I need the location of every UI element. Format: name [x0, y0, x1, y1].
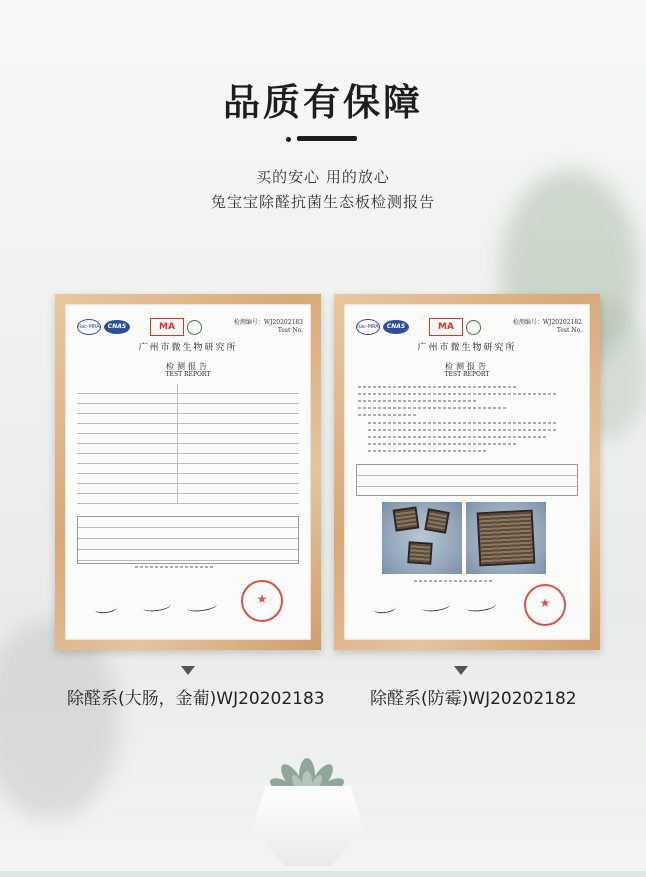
sample-photo-large-piece — [466, 502, 546, 574]
logo-caption — [412, 320, 426, 334]
logo-caption — [133, 320, 147, 334]
report-field-row — [77, 494, 299, 504]
test-report-document — [344, 304, 590, 640]
report-field-row — [77, 384, 299, 394]
table-row — [357, 476, 577, 487]
report-text-line — [358, 386, 518, 388]
report-field-row — [77, 404, 299, 414]
stamp-star: ★ — [256, 592, 268, 606]
ilac-mra-logo: ilac-MRA — [356, 319, 380, 335]
board-sample — [393, 506, 420, 531]
ilac-mra-logo: ilac-MRA — [77, 319, 101, 335]
report-field-row — [77, 444, 299, 454]
signature — [422, 600, 451, 613]
cnas-logo: CNAS — [104, 320, 130, 334]
results-table — [77, 516, 299, 564]
cma-logo: MA — [150, 318, 184, 336]
certificate-frame-left — [55, 294, 321, 650]
report-field-row — [77, 474, 299, 484]
table-row — [78, 539, 298, 550]
table-row — [357, 465, 577, 476]
report-text-line — [358, 407, 508, 409]
subtitle-slogan: 买的安心 用的放心 — [256, 168, 390, 186]
report-number-label: 检测编号：WJ20202182 — [512, 319, 582, 326]
table-row — [78, 550, 298, 561]
seal-logo — [187, 320, 202, 335]
signature — [373, 603, 396, 615]
report-field-row — [77, 484, 299, 494]
bottom-strip — [0, 871, 646, 877]
seal-logo — [466, 320, 481, 335]
board-sample — [477, 510, 536, 567]
title-underline — [297, 136, 357, 141]
report-text-line — [368, 422, 558, 424]
institute-name: 广州市微生物研究所 — [138, 343, 238, 353]
official-stamp — [524, 584, 566, 626]
board-sample — [407, 541, 432, 565]
caption-right: 除醛系(防霉)WJ20202182 — [370, 689, 577, 709]
signature — [466, 600, 497, 613]
title-dot — [286, 137, 291, 142]
report-text-line — [368, 443, 518, 445]
table-row — [78, 528, 298, 539]
report-text-line — [368, 436, 548, 438]
accreditation-logos — [77, 318, 202, 336]
triangle-down-icon — [454, 666, 468, 675]
report-end-line — [135, 566, 215, 568]
report-number-en: Test No. — [556, 327, 582, 334]
report-field-row — [77, 454, 299, 464]
report-text-line — [358, 400, 478, 402]
stamp-star: ★ — [539, 596, 551, 610]
board-sample — [424, 508, 449, 533]
signature — [143, 600, 172, 613]
page-title: 品质有保障 — [223, 81, 423, 124]
report-number-en: Test No. — [277, 327, 303, 334]
caption-left: 除醛系(大肠，金葡)WJ20202183 — [67, 689, 325, 709]
report-field-row — [77, 394, 299, 404]
certificate-frame-right — [334, 294, 600, 650]
background-foliage — [0, 620, 120, 820]
sample-photo-small-pieces — [382, 502, 462, 574]
report-title-cn: 检测报告 — [445, 362, 489, 371]
signature — [187, 600, 218, 613]
test-report-document — [65, 304, 311, 640]
cnas-logo: CNAS — [383, 320, 409, 334]
triangle-down-icon — [181, 666, 195, 675]
report-title-cn: 检测报告 — [166, 362, 210, 371]
results-table — [356, 464, 578, 496]
signature — [94, 603, 117, 615]
report-number — [234, 319, 303, 335]
report-field-row — [77, 434, 299, 444]
accreditation-logos — [356, 318, 481, 336]
table-row — [78, 517, 298, 528]
white-flower-pot — [252, 786, 364, 866]
institute-name: 广州市微生物研究所 — [417, 343, 517, 353]
report-title-en: TEST REPORT — [165, 371, 211, 378]
report-text-line — [358, 414, 418, 416]
report-field-row — [77, 414, 299, 424]
subtitle-report-name: 兔宝宝除醛抗菌生态板检测报告 — [210, 193, 435, 211]
official-stamp — [241, 580, 283, 622]
report-text-line — [368, 450, 488, 452]
report-field-row — [77, 464, 299, 474]
cma-logo: MA — [429, 318, 463, 336]
report-field-row — [77, 424, 299, 434]
report-number — [513, 319, 582, 335]
report-text-line — [358, 393, 558, 395]
report-number-label: 检测编号：WJ20202183 — [233, 319, 303, 326]
report-title-en: TEST REPORT — [444, 371, 490, 378]
report-end-line — [414, 580, 494, 582]
report-text-line — [368, 429, 558, 431]
